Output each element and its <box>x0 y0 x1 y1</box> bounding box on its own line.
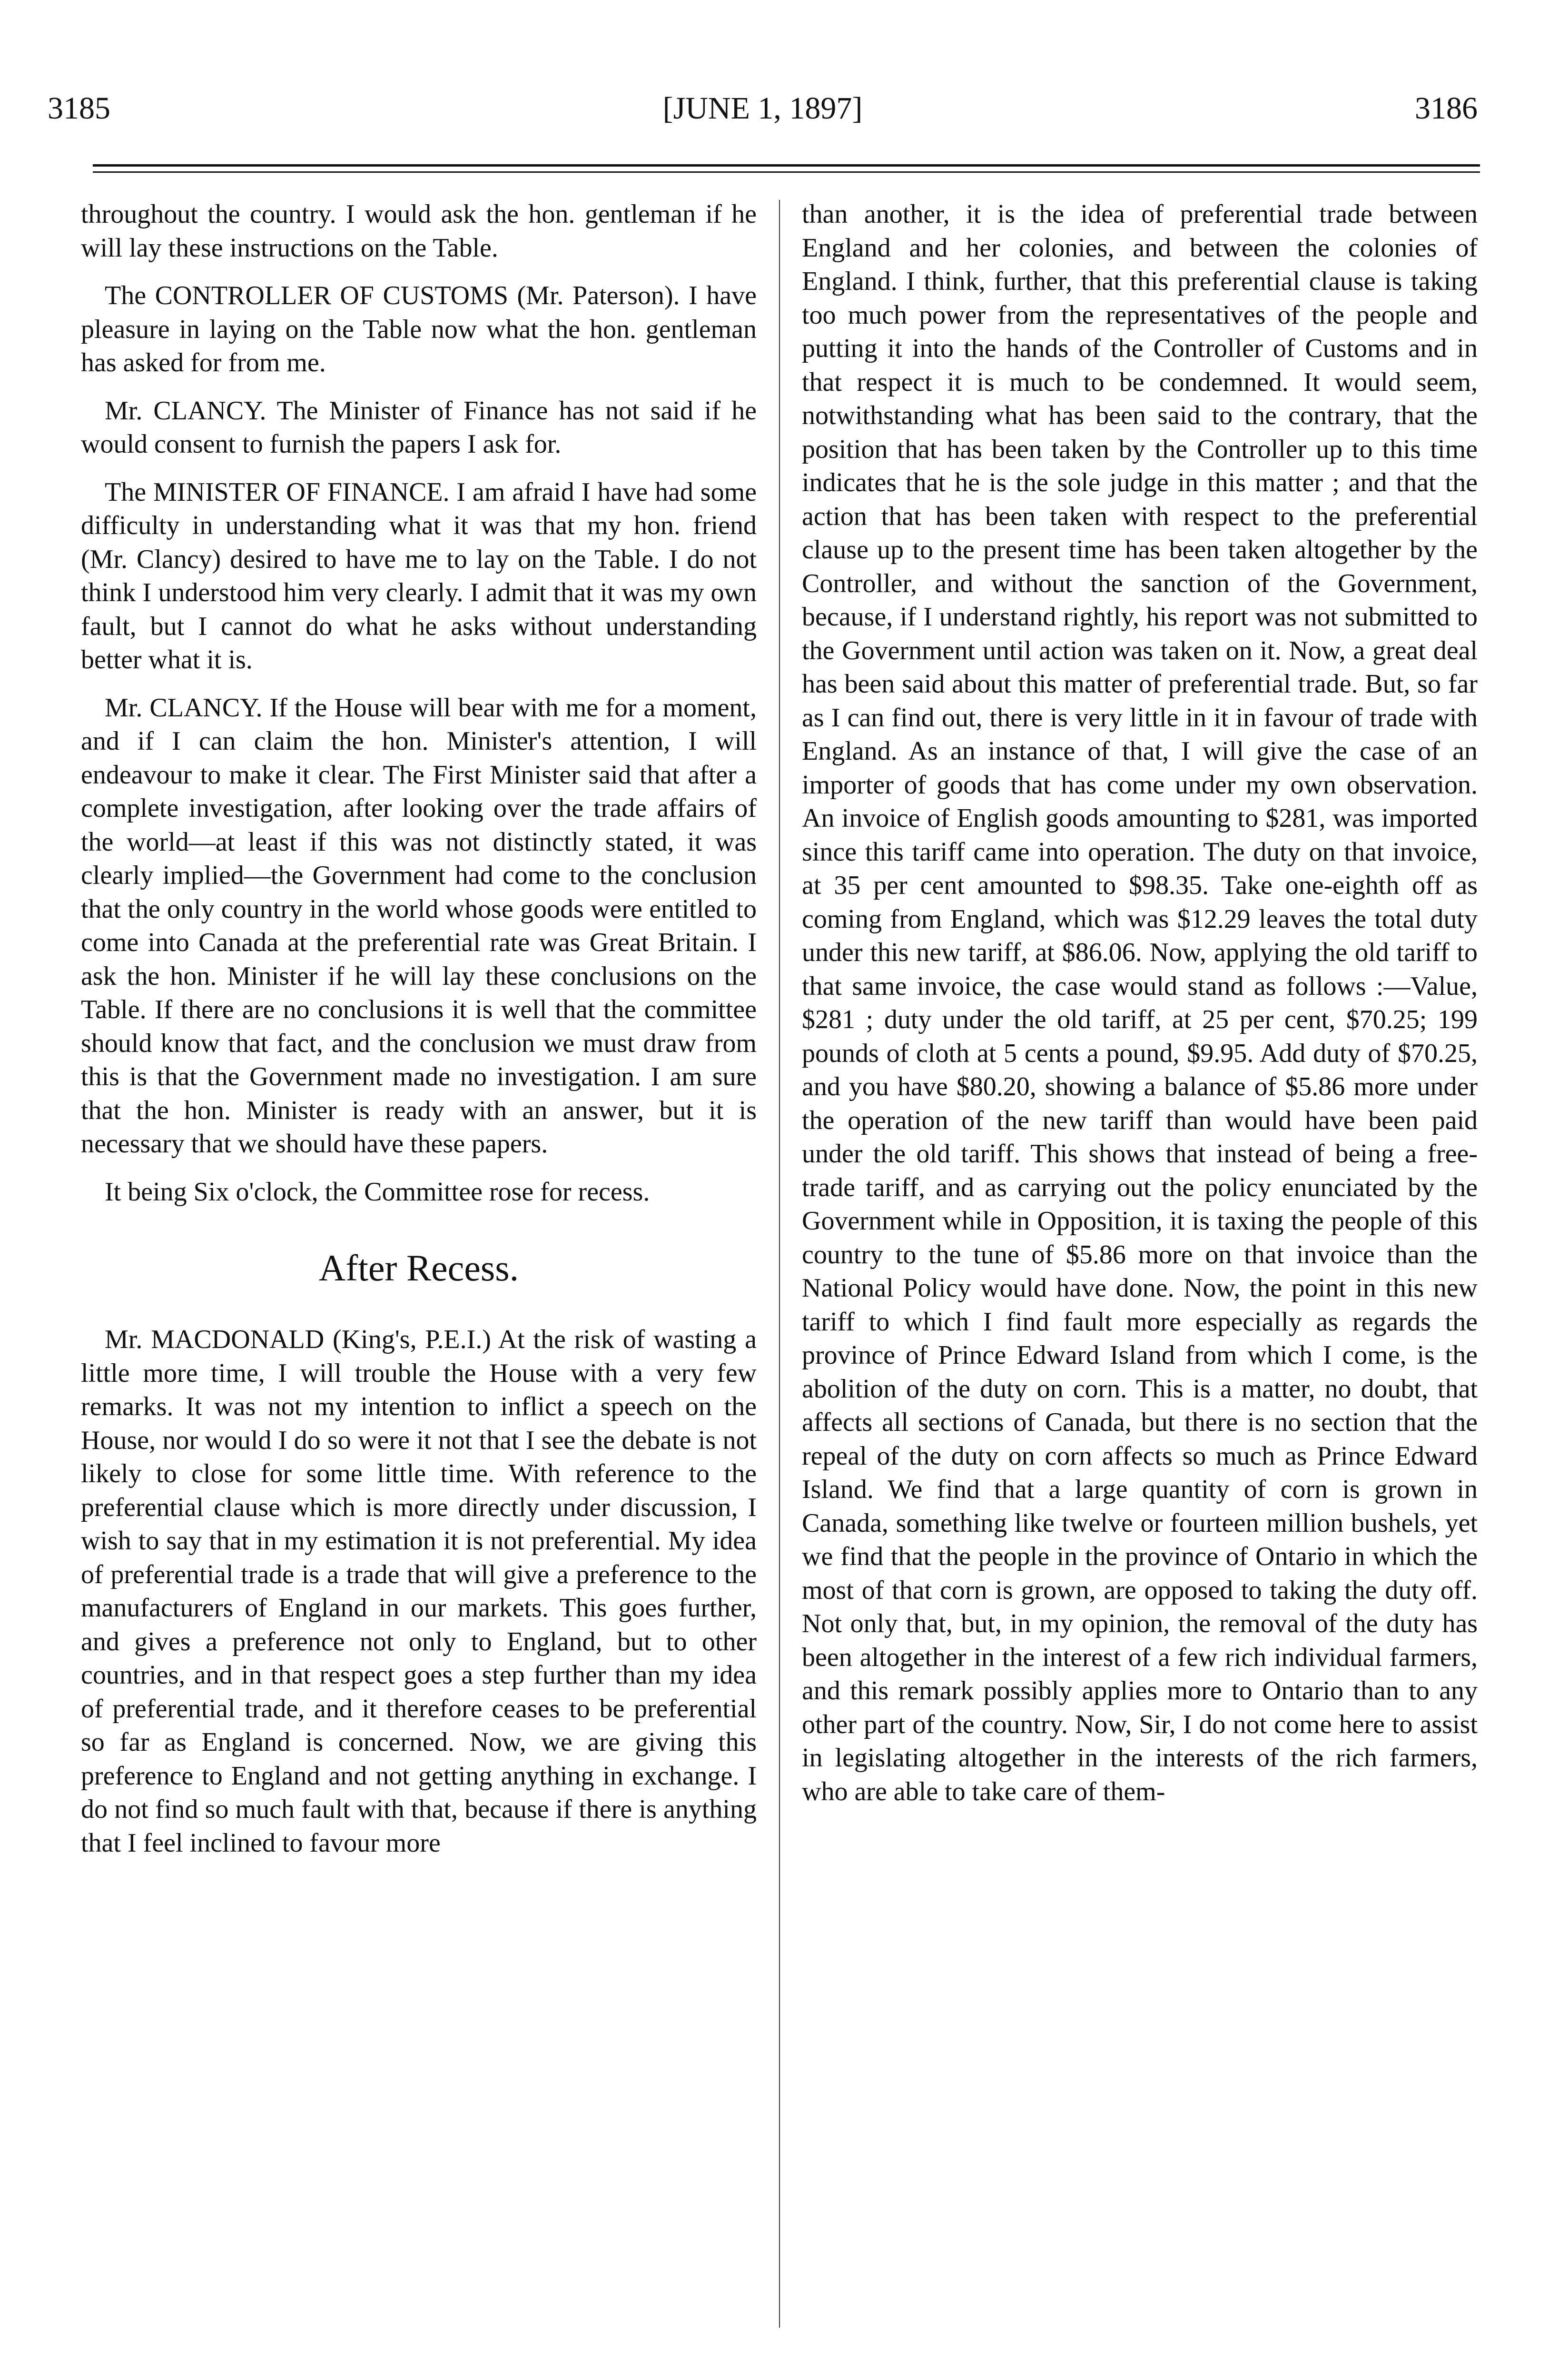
left-paragraph-5: Mr. CLANCY. If the House will bear with me for a moment, and if I can claim the hon. Minister's attention, I will endeavour to make it clear. The First Minister said that after a complete investigation, after looking over the trade affairs of the world—at least if this was not distinctly stated, it was clearly implied—the Government had come to the conclusion that the only country in the world whose goods were entitled to come into Canada at the preferential rate was Great Britain. I ask the hon. Minister if he will lay these conclusions on the Table. If there are no conclusions it is well that the committee should know that fact, and the conclusion we must draw from this is that the Government made no investigation. I am sure that the hon. Minister is ready with an answer, but it is necessary that we should have these papers. <box>81 693 757 1159</box>
left-paragraph-7: Mr. MACDONALD (King's, P.E.I.) At the risk of wasting a little more time, I will trouble the House with a very few remarks. It was not my intention to inflict a speech on the House, nor would I do so were it not that I see the debate is not likely to close for some little time. With reference to the preferential clause which is more directly under discussion, I wish to say that in my estimation it is not preferential. My idea of preferential trade is a trade that will give a preference to the manufacturers of England in our markets. This goes further, and gives a preference not only to England, but to other countries, and in that respect goes a step further than my idea of preferential trade, and it therefore ceases to be preferential so far as England is concerned. Now, we are giving this preference to England and not getting anything in exchange. I do not find so much fault with that, because if there is anything that I feel inclined to favour more <box>81 1325 757 1858</box>
right-column <box>802 198 1478 1808</box>
left-column <box>81 198 757 1860</box>
page-header <box>48 90 1478 143</box>
left-paragraph-2: The CONTROLLER OF CUSTOMS (Mr. Paterson). I have pleasure in laying on the Table now what the hon. gentleman has asked for from me. <box>81 281 757 377</box>
left-page-number: 3185 <box>48 91 110 126</box>
header-rule-secondary <box>93 171 1480 173</box>
right-paragraph-1: than another, it is the idea of preferential trade between England and her colonies, and between the colonies of England. I think, further, that this preferential clause is taking too much power from the representatives of the people and putting it into the hands of the Controller of Customs and in that respect it is much to be condemned. It would seem, notwithstanding what has been said to the contrary, that the position that has been taken by the Controller up to this time indicates that he is the sole judge in this matter ; and that the action that has been taken with respect to the preferential clause up to the present time has been taken altogether by the Controller, and without the sanction of the Government, because, if I understand rightly, his report was not submitted to the Government until action was taken on it. Now, a great deal has been said about this matter of preferential trade. But, so far as I can find out, there is very little in it in favour of trade with England. As an instance of that, I will give the case of an importer of goods that has come under my own observation. An invoice of English goods amounting to $281, was imported since this tariff came into operation. The duty on that invoice, at 35 per cent amounted to $98.35. Take one-eighth off as coming from England, which was $12.29 leaves the total duty under this new tariff, at $86.06. Now, applying the old tariff to that same invoice, the case would stand as follows :—Value, $281 ; duty under the old tariff, at 25 per cent, $70.25; 199 pounds of cloth at 5 cents a pound, $9.95. Add duty of $70.25, and you have $80.20, showing a balance of $5.86 more under the operation of the new tariff than would have been paid under the old tariff. This shows that instead of being a free-trade tariff, and as carrying out the policy enunciated by the Government while in Opposition, it is taxing the people of this country to the tune of $5.86 more on that invoice than the National Policy would have done. Now, the point in this new tariff to which I find fault more especially as regards the province of Prince Edward Island from which I come, is the abolition of the duty on corn. This is a matter, no doubt, that affects all sections of Canada, but there is no section that the repeal of the duty on corn affects so much as Prince Edward Island. We find that a large quantity of corn is grown in Canada, something like twelve or fourteen million bushels, yet we find that the people in the province of Ontario in which the most of that corn is grown, are opposed to taking the duty off. Not only that, but, in my opinion, the removal of the duty has been altogether in the interest of a few rich individual farmers, and this remark possibly applies more to Ontario than to any other part of the country. Now, Sir, I do not come here to assist in legislating altogether in the interests of the rich farmers, who are able to take care of them- <box>802 199 1478 1806</box>
right-page-number: 3186 <box>1415 91 1478 126</box>
left-paragraph-1: throughout the country. I would ask the hon. gentleman if he will lay these instructions on the Table. <box>81 199 757 263</box>
left-paragraph-3: Mr. CLANCY. The Minister of Finance has not said if he would consent to furnish the papers I ask for. <box>81 396 757 459</box>
left-paragraph-6: It being Six o'clock, the Committee rose for recess. <box>105 1177 650 1207</box>
header-rule <box>93 164 1480 167</box>
left-paragraph-4: The MINISTER OF FINANCE. I am afraid I have had some difficulty in understanding what it was that my hon. friend (Mr. Clancy) desired to have me to lay on the Table. I do not think I understood him very clearly. I admit that it was my own fault, but I cannot do what he asks without understanding better what it is. <box>81 477 757 674</box>
header-date: [JUNE 1, 1897] <box>662 91 863 126</box>
column-divider <box>779 200 780 2328</box>
section-heading: After Recess. <box>318 1247 519 1289</box>
